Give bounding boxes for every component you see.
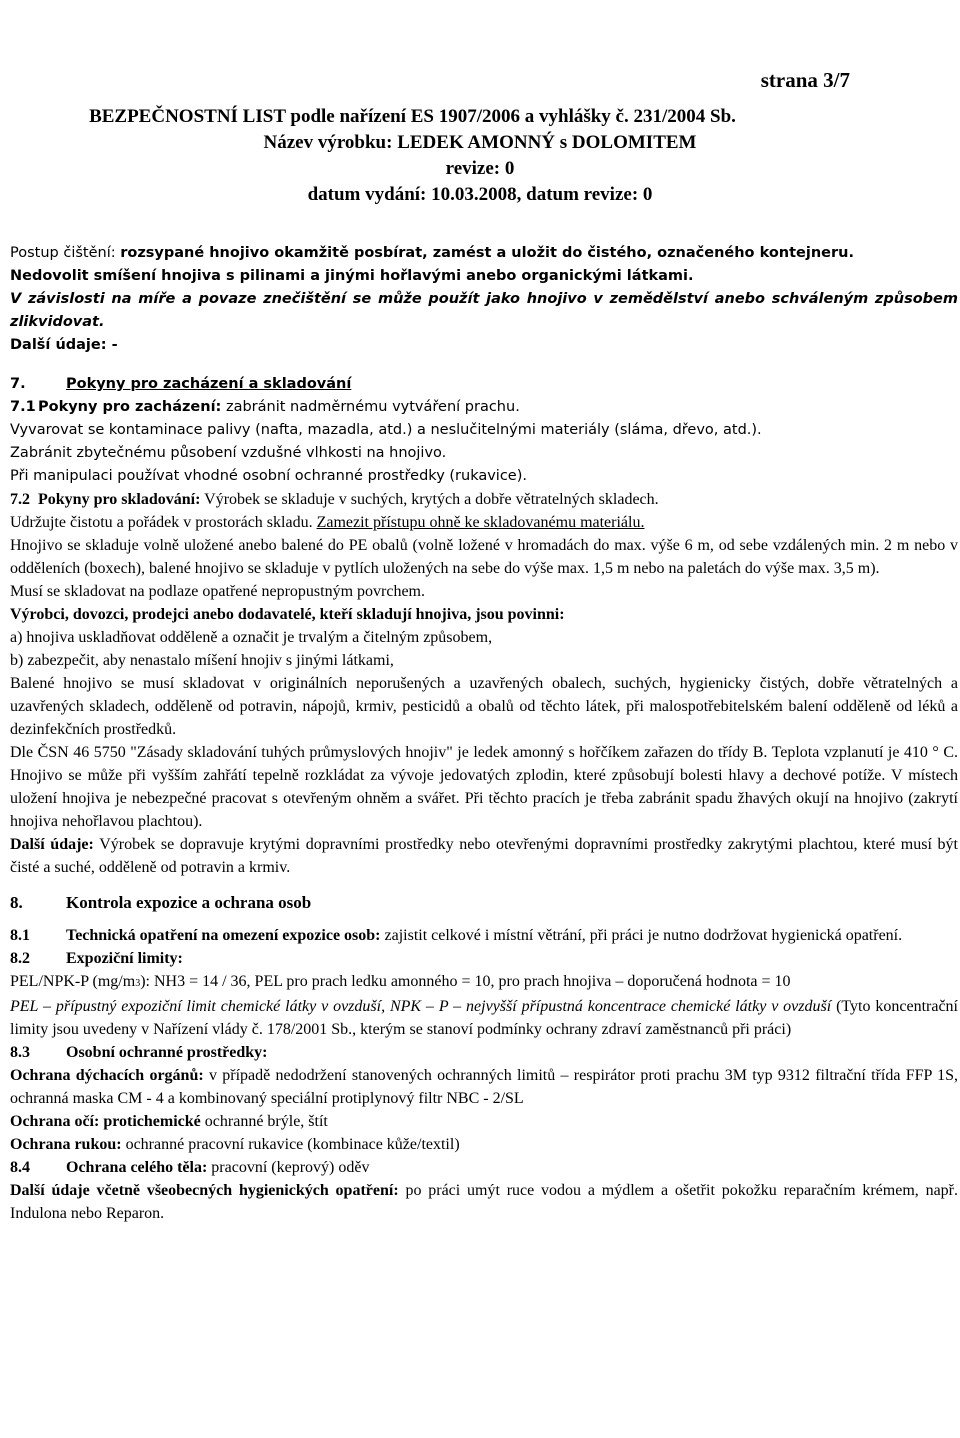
page-number: strana 3/7 — [760, 68, 850, 92]
transport-info: Další údaje: Výrobek se dopravuje krytými dopravními prostředky nebo otevřenými dopravními prostředky zakrytými plachtou, které musí být čisté a suché, odděleně od potravin a krmiv. — [10, 836, 958, 876]
eye-protection: Ochrana očí: protichemické ochranné brýle, štít — [10, 1113, 328, 1130]
respiratory-protection: Ochrana dýchacích orgánů: v případě nedodržení stanovených ochranných limitů – respirátor proti prachu 3M typ 9312 filtrační třída FFP 1S, ochranná maska CM - 4 a kombinovaný speciální protiplynový filtr NBC - 2/SL — [10, 1067, 959, 1107]
document-header — [0, 104, 960, 208]
header-revision: revize: 0 — [445, 158, 515, 179]
header-product: Název výrobku: LEDEK AMONNÝ s DOLOMITEM — [263, 132, 697, 153]
duty-b: b) zabezpečit, aby nenastalo míšení hnojiv s jinými látkami, — [10, 652, 394, 669]
exposure-limits: PEL/NPK-P (mg/m3): NH3 = 14 / 36, PEL pro prach ledku amonného = 10, pro prach hnojiva – doporučená hodnota = 10 — [10, 973, 791, 990]
storage-line-2: Hnojivo se skladuje volně uložené anebo balené do PE obalů (volně ložené v hromadách do max. výše 6 m, od sebe vzdálených min. 2 m nebo v odděleních (boxech), balené hnojivo se skladuje v pytlích uložených na sebe do výše max. 1,5 m nebo na paletách do výše max. 3,5 m). — [10, 537, 958, 577]
section-8-1: 8.1 Technická opatření na omezení expozice osob: zajistit celkové i místní větrání, při práci je nutno dodržovat hygienická opatření. — [10, 927, 903, 944]
handling-line-3: Při manipulaci používat vhodné osobní ochranné prostředky (rukavice). — [10, 468, 527, 484]
packaged-storage: Balené hnojivo se musí skladovat v originálních neporušených a uzavřených obalech, suchých, hygienicky čistých, dobře větratelných a uzavřených skladech, odděleně od potravin, nápojů, krmiv, pesticidů a obalů od těchto látek, při malospotřebitelském balení odděleně od léků a dezinfekčních prostředků. — [10, 675, 958, 738]
mixing-warning: Nedovolit smíšení hnojiva s pilinami a jinými hořlavými anebo organickými látkami. — [10, 268, 694, 284]
section-7-2: 7.2 Pokyny pro skladování: Výrobek se skladuje v suchých, krytých a dobře větratelných skladech. — [10, 491, 659, 508]
cleanup-procedure: Postup čištění: rozsypané hnojivo okamžitě posbírat, zamést a uložit do čistého, označeného kontejneru. — [10, 245, 854, 261]
duties-title: Výrobci, dovozci, prodejci anebo dodavatelé, kteří skladují hnojiva, jsou povinni: — [10, 606, 565, 623]
disposal-note: V závislosti na míře a povaze znečištění se může použít jako hnojivo v zemědělství anebo schváleným způsobem zlikvidovat. — [10, 291, 958, 330]
section-7-heading: 7. Pokyny pro zacházení a skladování — [10, 376, 352, 392]
other-info-6: Další údaje: - — [10, 337, 118, 353]
handling-line-2: Zabránit zbytečnému působení vzdušné vlhkosti na hnojivo. — [10, 445, 447, 461]
storage-line-3: Musí se skladovat na podlaze opatřené nepropustným povrchem. — [10, 583, 425, 600]
storage-line-1: Udržujte čistotu a pořádek v prostorách skladu. Zamezit přístupu ohně ke skladovanému materiálu. — [10, 514, 645, 531]
csn-standard: Dle ČSN 46 5750 "Zásady skladování tuhých průmyslových hnojiv" je ledek amonný s hořčíkem zařazen do třídy B. Teplota vzplanutí je 410 ° C. Hnojivo se může při vyšším zahřátí tepelně rozkládat za vývoje jedovatých zplodin, které způsobují bolesti hlavy a dechové potíže. V místech uložení hnojiva je nebezpečné pracovat s otevřeným ohněm a svářet. Při těchto pracích je třeba zabránit spadu žhavých okují na hnojivo (zakrytí hnojiva nehořlavou plachtou). — [10, 744, 958, 830]
document-body — [10, 242, 958, 1225]
section-7-1: 7.1 Pokyny pro zacházení: zabránit nadměrnému vytváření prachu. — [10, 399, 520, 415]
handling-line-1: Vyvarovat se kontaminace palivy (nafta, mazadla, atd.) a neslučitelnými materiály (sláma, dřevo, atd.). — [10, 422, 762, 438]
section-8-3: 8.3 Osobní ochranné prostředky: — [10, 1044, 268, 1061]
header-dates: datum vydání: 10.03.2008, datum revize: 0 — [307, 184, 653, 205]
hygiene-measures: Další údaje včetně všeobecných hygienických opatření: po práci umýt ruce vodou a mýdlem a ošetřit pokožku reparačním krémem, např. Indulona nebo Reparon. — [10, 1182, 958, 1222]
section-8-4: 8.4 Ochrana celého těla: pracovní (keprový) oděv — [10, 1159, 370, 1176]
header-title: BEZPEČNOSTNÍ LIST podle nařízení ES 1907/2006 a vyhlášky č. 231/2004 Sb. — [89, 106, 736, 127]
section-8-heading: 8. Kontrola expozice a ochrana osob — [10, 893, 312, 912]
hand-protection: Ochrana rukou: ochranné pracovní rukavice (kombinace kůže/textil) — [10, 1136, 460, 1153]
section-8-2: 8.2 Expoziční limity: — [10, 950, 183, 967]
duty-a: a) hnojiva uskladňovat odděleně a označit je trvalým a čitelným způsobem, — [10, 629, 493, 646]
exposure-definitions: PEL – přípustný expoziční limit chemické látky v ovzduší, NPK – P – nejvyšší přípustná koncentrace chemické látky v ovzduší (Tyto koncentrační limity jsou uvedeny v Nařízení vlády č. 178/2001 Sb., kterým se stanoví podmínky ochrany zdraví zaměstnanců při práci) — [10, 998, 958, 1038]
